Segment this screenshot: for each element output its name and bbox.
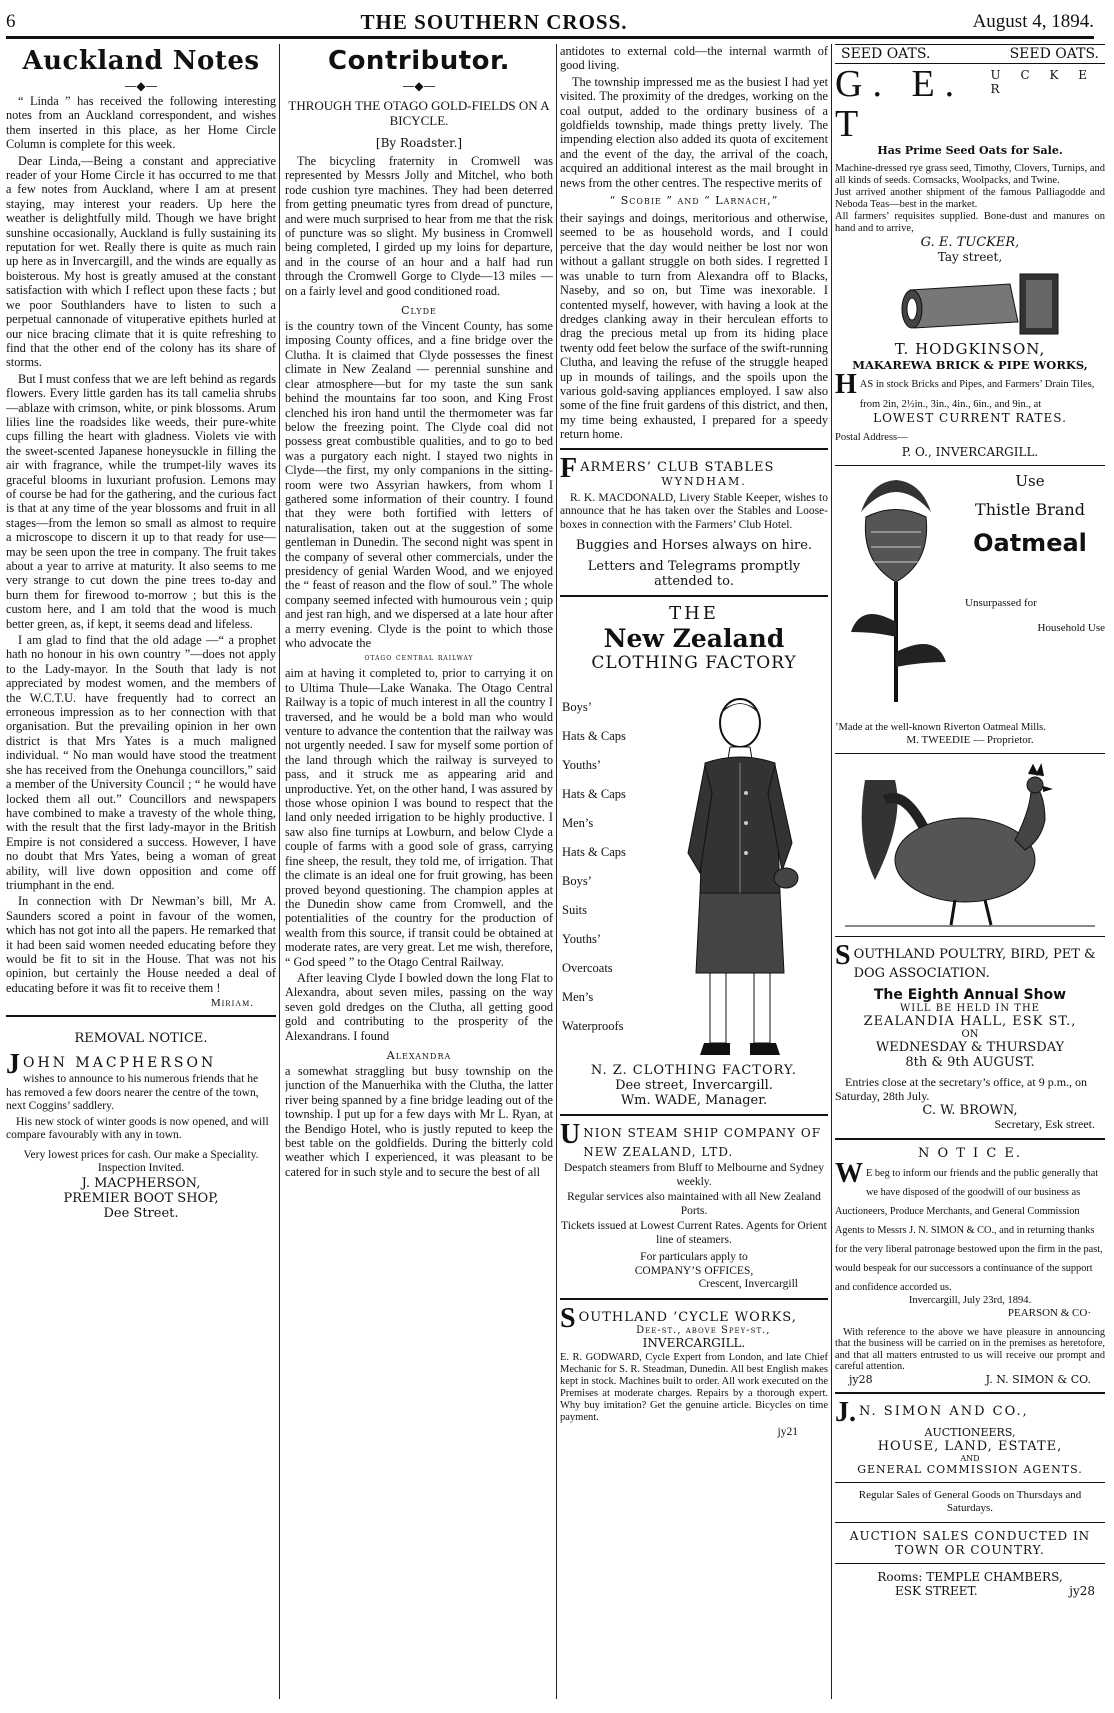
farmers-buggies: Buggies and Horses always on hire. bbox=[575, 538, 813, 554]
nz-item-list bbox=[560, 693, 660, 1063]
hodg-text: AS in stock Bricks and Pipes, and Farmers’ Drain Tiles, from 2in, 2½in., 3in., 4in., 6in., and 9in., at bbox=[859, 379, 1095, 410]
union-title: NION STEAM SHIP COMPANY OF NEW ZEALAND, LTD. bbox=[583, 1126, 822, 1160]
notice-ad bbox=[835, 1146, 1105, 1386]
poultry-title: OUTHLAND POULTRY, BIRD, PET & DOG ASSOCIATION. bbox=[853, 947, 1096, 981]
dropcap: S bbox=[835, 940, 851, 971]
seed-oats-left: SEED OATS. bbox=[841, 46, 931, 62]
seed-oats-right: SEED OATS. bbox=[1009, 46, 1099, 62]
page-number: 6 bbox=[6, 11, 16, 32]
removal-notice-name: OHN MACPHERSON bbox=[23, 1055, 217, 1072]
divider bbox=[835, 936, 1105, 937]
notice-date: Invercargill, July 23rd, 1894. bbox=[908, 1294, 1032, 1306]
tucker-street: Tay street, bbox=[937, 250, 1003, 264]
nz-item: Youths’ bbox=[562, 758, 602, 773]
subhead: Alexandra bbox=[386, 1048, 452, 1062]
removal-notice-title: REMOVAL NOTICE. bbox=[74, 1031, 208, 1047]
nz-item: Youths’ bbox=[562, 932, 602, 947]
tucker-line: Just arrived another shipment of the famous Palliagodde and Neboda Teas—best in the market. bbox=[835, 187, 1105, 210]
simon-general: GENERAL COMMISSION AGENTS. bbox=[857, 1462, 1083, 1476]
nz-clothing-ad bbox=[560, 603, 828, 1108]
removal-notice-sig: Dee Street. bbox=[103, 1205, 179, 1221]
farmers-title: ARMERS’ CLUB STABLES bbox=[580, 459, 775, 475]
notice-sig2: J. N. SIMON & CO. bbox=[985, 1372, 1091, 1386]
notice-title: N O T I C E. bbox=[917, 1145, 1023, 1161]
poultry-show: The Eighth Annual Show bbox=[873, 987, 1067, 1003]
section-heading: Auckland Notes bbox=[22, 46, 260, 76]
seed-oats-banner bbox=[835, 44, 1105, 64]
oat-unsurpassed: Unsurpassed for bbox=[965, 596, 1037, 609]
simon-auction: AUCTION SALES CONDUCTED IN TOWN OR COUNTRY. bbox=[849, 1528, 1091, 1557]
simon-and: AND bbox=[960, 1453, 980, 1463]
brick-pipe-illustration bbox=[840, 270, 1100, 340]
poultry-on: ON bbox=[961, 1029, 979, 1040]
oat-made: ’Made at the well-known Riverton Oatmeal Mills. bbox=[835, 721, 1046, 733]
oat-use: Use bbox=[1015, 471, 1045, 490]
hodg-name: T. HODGKINSON, bbox=[894, 340, 1046, 358]
cycle-code: jy21 bbox=[777, 1425, 798, 1438]
union-text: COMPANY’S OFFICES, bbox=[634, 1264, 754, 1277]
oat-household: Household Use bbox=[1037, 622, 1105, 634]
hodg-postal: Postal Address— bbox=[835, 432, 908, 443]
nz-item: Boys’ bbox=[562, 700, 592, 715]
union-text: Regular services also maintained with all New Zealand Ports. bbox=[567, 1191, 821, 1217]
nz-item: Men’s bbox=[562, 816, 594, 831]
article-paragraph: antidotes to external cold—the internal warmth of good living. bbox=[560, 44, 828, 73]
tucker-sig: G. E. TUCKER, bbox=[920, 235, 1020, 250]
article-paragraph: But I must confess that we are left behind as regards flowers. Every little garden has its tall camelia shrubs—ablaze with crimson, white, or pink blossoms. Arum lilies line the roadsides like weeds, their pure-white cups filling the heart with gladness. Violets vie with the sweet-scented Japanese honeysuckle in filling the air with fragrance, while the trumpet-lily waves its graceful blooms in luxuriant profusion. Lemons may of course be had for the gathering, and the curious fact is that at any time of the year blossoms and fruit in all stages—from the lemon so small as almost to require a microscope to discern it up to that ready for use—may be seen upon the tree in company. The fruit takes about a year to arrive at maturity. It also seems to me very strange to cut down the pine trees to-day and burn them for firewood to-morrow ; but this is the custom here, and I am told that the wood is much better green, as, if kept, it seems dead and lifeless. bbox=[6, 371, 276, 631]
removal-notice-text: His new stock of winter goods is now opened, and will compare favourably with any in town. bbox=[6, 1115, 269, 1142]
section-heading: Contributor. bbox=[327, 46, 511, 76]
oatmeal-text bbox=[955, 472, 1105, 636]
subhead: “ Scobie ” and “ Larnach,” bbox=[609, 194, 779, 208]
nz-item: Hats & Caps bbox=[562, 845, 626, 860]
nz-title: New Zealand bbox=[603, 624, 785, 654]
notice-sig: PEARSON & CO· bbox=[1007, 1307, 1091, 1319]
nz-item: Suits bbox=[562, 903, 588, 918]
farmers-letters: Letters and Telegrams promptly attended to. bbox=[587, 559, 801, 590]
poultry-dates: 8th & 9th AUGUST. bbox=[905, 1055, 1035, 1070]
article-paragraph: I am glad to find that the old adage —“ a prophet hath no honour in his own country ”—does not apply to the Lady-mayor. In the South that lady is not appreciated by modest women, and the members of the W.C.T.U. have frequently had to correct an erroneous impression as to her connection with that organisation. But the prevailing opinion in her own district is that Mrs Yates is a much maligned individual. “ No man would have stood the treatment she has received from the Onehunga councillors,” said a member of the University Council ; “ he would have locked them all out.” Councillors and newspapers have combined to make a travesty of the whole thing, with the result that the first lady-mayor in the British Empire is not considered a success. However, I have no doubt that Mrs Yates, being a woman of great ability, will live down opposition and come off triumphant in the end. bbox=[6, 633, 276, 892]
nz-the: THE bbox=[669, 603, 719, 625]
divider bbox=[835, 1563, 1105, 1564]
union-text: Crescent, Invercargill bbox=[698, 1278, 798, 1291]
simon-footer bbox=[835, 1584, 1105, 1598]
removal-notice-text: Inspection Invited. bbox=[97, 1162, 185, 1175]
cycle-sub: Dee-st., above Spey-st., bbox=[636, 1324, 771, 1336]
article-paragraph: is the country town of the Vincent County, has some imposing County offices, and a fine bridge over the Clutha. It is claimed that Clyde possesses the finest climate in New Zealand — perennial sunshine and clear atmosphere—but for my taste the sun sank behind the mountains far too soon, and King Frost clenched his iron hand until the thermometer was far below the freezing point. The Clyde coal did not possess great combustible qualities, and to go to bed was a purgatory each night. I stayed two nights in Clyde—the first, my only companions in the sitting-room were two Assyrian hawkers, from whom I gathered some information of their country. I found that they were both fortified with letters of naturalisation, taken out at the suggestion of some gentleman in Dunedin. The second night was spent in the company of several other commercials, under the presidency of genial Warden Wood, and we enjoyed the “ feast of reason and the flow of soul.” The whole company seemed infected with humourous vein ; quip and jest ran high, and we dispersed at a late hour after a merry evening. Clyde is the point to which those who advocate the bbox=[285, 319, 553, 650]
thistle-illustration bbox=[841, 472, 951, 712]
article-paragraph: their sayings and doings, meritorious and otherwise, seemed to be as household words, and I could perceive that the day would neither be lost nor won without a gallant struggle on both sides. I regretted I was unable to turn from Alexandra off to Blacks, Naseby, and so on, but Time was inexorable. I contented myself, however, with having a look at the dredges clanking away in their herculean efforts to drag the precious metal up from its hiding place twenty odd feet below the surface of the swift-running Clutha, and leaving the refuse of the struggle heaped up in mounds of tailings, and the spoils upon the various gold-saving appliances employed. I saw also some of the fine fruit gardens of this district, and then, my time being exhausted, I prepared for a speedy return home. bbox=[560, 211, 828, 442]
poultry-sig: C. W. BROWN, bbox=[922, 1103, 1018, 1118]
nz-factory: CLOTHING FACTORY bbox=[591, 653, 797, 674]
simon-title: N. SIMON AND CO., bbox=[859, 1403, 1029, 1419]
simon-code: jy28 bbox=[1069, 1583, 1095, 1598]
ornament: —◆— bbox=[402, 79, 436, 93]
nz-item: Overcoats bbox=[562, 961, 613, 976]
notice-text: E beg to inform our friends and the public generally that we have disposed of the goodwill of our business as Auctioneers, Produce Merchants, and General Commission Agents to Messrs J. N. SIMON & CO., and in returning thanks for the very liberal patronage bestowed upon the firm in the past, would bespeak for our successors a continuance of the support and confidence accorded us. bbox=[835, 1167, 1103, 1293]
dropcap: J. bbox=[835, 1396, 856, 1428]
nz-footer: Wm. WADE, Manager. bbox=[620, 1093, 768, 1109]
notice-footer bbox=[835, 1373, 1105, 1386]
nz-footer: N. Z. CLOTHING FACTORY. bbox=[590, 1063, 798, 1079]
divider bbox=[835, 1482, 1105, 1483]
oat-thistle: Thistle Brand bbox=[975, 499, 1085, 519]
poultry-ad bbox=[835, 940, 1105, 1132]
notice-code: jy28 bbox=[849, 1372, 873, 1386]
column-auckland-notes bbox=[6, 44, 276, 1699]
column-rule bbox=[831, 44, 832, 1699]
column-contributor bbox=[285, 44, 553, 1699]
article-paragraph: a somewhat straggling but busy township on the junction of the Manuerhika with the Clutha, the latter river being spanned by a fine bridge leading out of the township. I put up for a few days with Mr L. Ryan, at the Bendigo Hotel, who is justly reputed to keep the best table on the goldfields. During the bitterly cold weather which I experienced, it was pleasant to be catered for in such style and to secure the best of all bbox=[285, 1063, 553, 1179]
byline: [By Roadster.] bbox=[375, 136, 463, 150]
cycle-place: INVERCARGILL. bbox=[642, 1335, 746, 1350]
simon-ad bbox=[835, 1396, 1105, 1598]
poultry-hall: ZEALANDIA HALL, ESK ST., bbox=[863, 1014, 1077, 1029]
nz-item: Waterproofs bbox=[562, 1019, 624, 1034]
signature: Miriam. bbox=[210, 997, 254, 1010]
dropcap: U bbox=[560, 1119, 581, 1151]
intro-paragraph: “ Linda ” has received the following interesting notes from an Auckland correspondent, and wishes them inserted in this place, as her Home Circle Column is complete for this week. bbox=[6, 94, 276, 152]
poultry-sec: Secretary, Esk street. bbox=[994, 1117, 1095, 1131]
oat-big: Oatmeal bbox=[973, 528, 1087, 557]
dropcap: J bbox=[6, 1049, 20, 1081]
nz-item: Hats & Caps bbox=[562, 729, 626, 744]
issue-date: August 4, 1894. bbox=[972, 11, 1094, 32]
poultry-held: WILL BE HELD IN THE bbox=[900, 1003, 1040, 1014]
tucker-ad bbox=[835, 64, 1105, 264]
column-rule bbox=[279, 44, 280, 1699]
article-paragraph: The bicycling fraternity in Cromwell was represented by Messrs Jolly and Mitchel, who both rode cushion tyre machines. They had been deterred from getting pneumatic tyres from dread of puncture, and were much surprised to hear from me that the risk of puncture was so slight. My business in Cromwell being completed, I girded up my loins for departure, and in the course of an hour and a half had run through the Cromwell Gorge to Clyde—13 miles —on a fairly level and good conditioned road. bbox=[285, 154, 553, 298]
article-paragraph: aim at having it completed to, prior to carrying it on to Ultima Thule—Lake Wanaka. The Otago Central Railway is a topic of much interest in all the country I traversed, and he would be a bold man who would venture to advance the contention that the railway was not urgently needed. I saw for myself some portion of the land through which the railway is surveyed to pass, and it struck me as appearing arid and unproductive. Yet, on the other hand, I was assured by those whose opinion I was bound to respect that the land only needed irrigation to be highly productive. I saw also fine turnips at Lowburn, and below Clyde a couple of farms with a good sole of grass, carrying fine sheep, the result, they told me, of irrigation. That the climate is an ideal one for fruit growing, has been proved beyond questioning. The champion apples at the Dunedin show came from Cromwell, and the potentialities of the country for the production of wealth from this source, if transit could be obtained at moderate rates, are very great. Let me wish, therefore, “ God speed ” to the Otago Central Railway. bbox=[285, 666, 553, 969]
subhead: otago central railway bbox=[364, 653, 474, 664]
removal-notice-text: Very lowest prices for cash. Our make a Speciality. bbox=[23, 1148, 259, 1161]
article-paragraph: In connection with Dr Newman’s bill, Mr A. Saunders scored a point in favour of the women, which has not got into all the papers. He remarked that it had been said women needed educating before they would be fit to sit in the House. That was not his opinion, but certainly the House needed a deal of educating before it was fit to receive them ! bbox=[6, 894, 276, 995]
oatmeal-ad bbox=[835, 472, 1105, 722]
divider bbox=[835, 1522, 1105, 1523]
tucker-big: G. E. T bbox=[835, 63, 965, 145]
nz-item: Men’s bbox=[562, 990, 594, 1005]
tucker-line: All farmers’ requisites supplied. Bone-dust and manures on hand and to arrive, bbox=[835, 211, 1105, 234]
removal-notice-text: wishes to announce to his numerous friends that he has removed a few doors nearer the centre of the town, next Coggins’ saddlery. bbox=[6, 1073, 259, 1113]
simon-street: ESK STREET. bbox=[895, 1583, 978, 1598]
tucker-rest: U C K E R bbox=[990, 68, 1096, 96]
nz-ad-body bbox=[560, 693, 828, 1063]
divider bbox=[560, 1298, 828, 1300]
article-title: THROUGH THE OTAGO GOLD-FIELDS ON A BICYCLE. bbox=[288, 98, 550, 128]
article-paragraph: Dear Linda,—Being a constant and appreciative reader of your Home Circle it has occurred to me that a few notes from Auckland, where I am at present staying, may interest your readers. Up here the weather is delightfully mild. Though we have bright sunshine occasionally, Auckland is fully sustaining its reputation for wet. Really there is quite as much rain up here as in Invercargill, and the winds are equally as boisterous. My host is greatly amused at the constant satisfaction with which I reflect upon these facts ; but we poor Southlanders have to listen to such a perpetual cannonade of vituperative epithets hurled at our nice bracing climate that it is quite refreshing to find that the other end of the colony has its share of storms. bbox=[6, 153, 276, 370]
hodg-works: MAKAREWA BRICK & PIPE WORKS, bbox=[852, 358, 1088, 372]
rooster-illustration bbox=[845, 760, 1095, 930]
nz-item: Boys’ bbox=[562, 874, 592, 889]
divider bbox=[835, 465, 1105, 466]
divider bbox=[560, 1114, 828, 1116]
cycle-works-ad bbox=[560, 1302, 828, 1440]
divider bbox=[6, 1015, 276, 1017]
simon-auct: AUCTIONEERS, bbox=[924, 1425, 1016, 1439]
hodgkinson-ad bbox=[835, 340, 1105, 459]
hodg-rates: LOWEST CURRENT RATES. bbox=[873, 411, 1067, 425]
hodg-po: P. O., INVERCARGILL. bbox=[901, 444, 1039, 459]
nz-item: Hats & Caps bbox=[562, 787, 626, 802]
dropcap: S bbox=[560, 1302, 576, 1334]
cycle-title: OUTHLAND ’CYCLE WORKS, bbox=[578, 1309, 797, 1325]
dropcap: W bbox=[835, 1157, 863, 1189]
column-ads bbox=[835, 44, 1105, 1699]
removal-notice-name-row bbox=[6, 1049, 276, 1081]
boy-illustration bbox=[660, 693, 820, 1063]
union-text: Tickets issued at Lowest Current Rates. Agents for Orient line of steamers. bbox=[561, 1220, 827, 1246]
divider bbox=[835, 1138, 1105, 1140]
divider bbox=[835, 753, 1105, 754]
removal-notice-sig: PREMIER BOOT SHOP, bbox=[63, 1190, 219, 1206]
farmers-club-ad bbox=[560, 452, 828, 590]
removal-notice-sig: J. MACPHERSON, bbox=[81, 1175, 201, 1191]
ornament: —◆— bbox=[124, 79, 158, 93]
column-three bbox=[560, 44, 828, 1699]
dropcap: H bbox=[835, 369, 857, 400]
poultry-entries: Entries close at the secretary’s office, at 9 p.m., on Saturday, 28th July. bbox=[835, 1075, 1088, 1103]
notice-text2: With reference to the above we have pleasure in announcing that the business will be carried on in the premises as heretofore, and that all matters entrusted to us will receive our prompt and careful attention. bbox=[835, 1326, 1105, 1373]
poultry-days: WEDNESDAY & THURSDAY bbox=[875, 1040, 1065, 1055]
divider bbox=[560, 595, 828, 597]
union-text: For particulars apply to bbox=[640, 1251, 748, 1264]
cycle-text: E. R. GODWARD, Cycle Expert from London, and late Chief Mechanic for S. R. Steadman, Dunedin. All best English makes kept in stock. Machines built to order. All work executed on the Premises at moderate charges. Repairs by a thorough expert. Why buy imitation? Get the genuine article. Bicycles on time payment. bbox=[560, 1351, 828, 1423]
divider bbox=[560, 448, 828, 450]
farmers-place: WYNDHAM. bbox=[661, 474, 747, 488]
column-rule bbox=[556, 44, 557, 1699]
farmers-text: R. K. MACDONALD, Livery Stable Keeper, wishes to announce that he has taken over the Stables and Loose-boxes in connection with the Farmers’ Club Hotel. bbox=[560, 491, 828, 531]
oat-sig: M. TWEEDIE — Proprietor. bbox=[906, 733, 1034, 746]
tucker-line: Machine-dressed rye grass seed, Timothy, Clovers, Turnips, and all kinds of seeds. Cornsacks, Woolpacks, and Twine. bbox=[835, 163, 1105, 186]
paper-title: THE SOUTHERN CROSS. bbox=[360, 9, 628, 34]
simon-house: HOUSE, LAND, ESTATE, bbox=[877, 1438, 1063, 1454]
union-steam-ad bbox=[560, 1119, 828, 1292]
simon-rooms: Rooms: TEMPLE CHAMBERS, bbox=[877, 1569, 1063, 1584]
divider bbox=[835, 1392, 1105, 1394]
nz-footer: Dee street, Invercargill. bbox=[615, 1078, 773, 1094]
subhead: Clyde bbox=[401, 304, 437, 318]
dropcap: F bbox=[560, 452, 578, 484]
masthead bbox=[6, 8, 1094, 39]
simon-sales: Regular Sales of General Goods on Thursdays and Saturdays. bbox=[858, 1488, 1082, 1515]
tucker-line: Has Prime Seed Oats for Sale. bbox=[877, 144, 1063, 157]
union-text: Despatch steamers from Bluff to Melbourne and Sydney weekly. bbox=[563, 1162, 825, 1188]
article-paragraph: The township impressed me as the busiest I had yet visited. The proximity of the dredges, working on the coal output, added to the ordinary business of a goldfields township, made things pretty lively. The impending election also added its quota of excitement and the event of the day, the arrival of the coach, acquired an additional interest as the mail brought in news from the other centres. The respective merits of bbox=[560, 74, 828, 190]
article-paragraph: After leaving Clyde I bowled down the long Flat to Alexandra, about seven miles, passing on the way seven gold dredges on the Clutha, all getting good gold and contributing to the prosperity of the Alexandrans. I found bbox=[285, 970, 553, 1043]
